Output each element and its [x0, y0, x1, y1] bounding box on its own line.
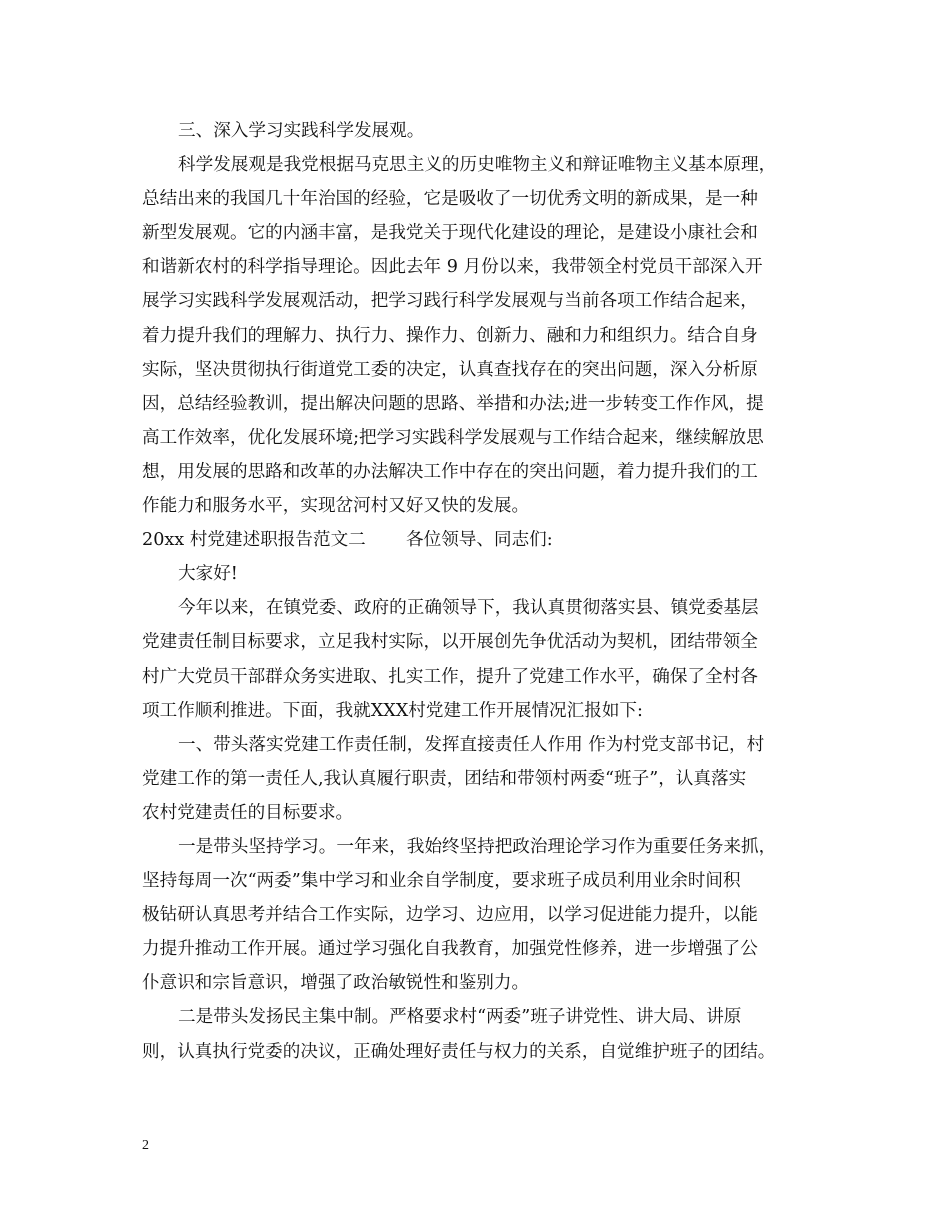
report-title: 20xx 村党建述职报告范文二: [142, 530, 366, 551]
paragraph-line: 力提升推动工作开展。通过学习强化自我教育，加强党性修养，进一步增强了公: [142, 939, 758, 960]
section-heading: 三、深入学习实践科学发展观。: [178, 121, 425, 141]
paragraph-line: 着力提升我们的理解力、执行力、操作力、创新力、融和力和组织力。结合自身: [142, 325, 758, 346]
greeting-line: 大家好!: [178, 564, 238, 585]
paragraph-line: 二是带头发扬民主集中制。严格要求村“两委”班子讲党性、讲大局、讲原: [178, 1007, 742, 1028]
salutation: 各位领导、同志们:: [406, 530, 553, 551]
paragraph-line: 想，用发展的思路和改革的办法解决工作中存在的突出问题，着力提升我们的工: [142, 461, 758, 482]
paragraph-line: 仆意识和宗旨意识，增强了政治敏锐性和鉴别力。: [142, 973, 530, 994]
paragraph-line: 极钻研认真思考并结合工作实际，边学习、边应用，以学习促进能力提升，以能: [142, 905, 758, 926]
document-body: [142, 114, 832, 1069]
page-number: 2: [142, 1138, 149, 1153]
paragraph-line: 坚持每周一次“两委”集中学习和业余自学制度，要求班子成员利用业余时间积: [142, 871, 741, 892]
paragraph-line: 高工作效率，优化发展环境;把学习实践科学发展观与工作结合起来，继续解放思: [142, 427, 764, 448]
paragraph-line: 项工作顺利推进。下面，我就XXX村党建工作开展情况汇报如下:: [142, 700, 643, 721]
paragraph-line: 一、带头落实党建工作责任制，发挥直接责任人作用 作为村党支部书记，村: [178, 734, 765, 755]
paragraph-line: 总结出来的我国几十年治国的经验，它是吸收了一切优秀文明的新成果，是一种: [142, 189, 758, 210]
paragraph-line: 展学习实践科学发展观活动，把学习践行科学发展观与当前各项工作结合起来，: [142, 291, 758, 312]
paragraph-line: 党建责任制目标要求，立足我村实际，以开展创先争优活动为契机，团结带领全: [142, 632, 758, 653]
paragraph-line: 则，认真执行党委的决议，正确处理好责任与权力的关系，自觉维护班子的团结。: [142, 1041, 776, 1062]
paragraph-line: 今年以来，在镇党委、政府的正确领导下，我认真贯彻落实县、镇党委基层: [178, 598, 759, 619]
paragraph-line: 科学发展观是我党根据马克思主义的历史唯物主义和辩证唯物主义基本原理，: [178, 155, 777, 176]
paragraph-line: 和谐新农村的科学指导理论。因此去年 9 月份以来，我带领全村党员干部深入开: [142, 257, 763, 278]
paragraph-line: 因，总结经验教训，提出解决问题的思路、举措和办法;进一步转变工作作风，提: [142, 393, 764, 414]
paragraph-line: 新型发展观。它的内涵丰富，是我党关于现代化建设的理论，是建设小康社会和: [142, 223, 758, 244]
paragraph-line: 实际，坚决贯彻执行街道党工委的决定，认真查找存在的突出问题，深入分析原: [142, 359, 758, 380]
paragraph-line: 村广大党员干部群众务实进取、扎实工作，提升了党建工作水平，确保了全村各: [142, 666, 758, 687]
paragraph-line: 党建工作的第一责任人,我认真履行职责，团结和带领村两委“班子”，认真落实: [142, 768, 747, 789]
paragraph-line: 一是带头坚持学习。一年来，我始终坚持把政治理论学习作为重要任务来抓，: [178, 836, 777, 857]
report-heading-line: [142, 523, 832, 557]
paragraph-line: 作能力和服务水平，实现岔河村又好又快的发展。: [142, 496, 530, 517]
paragraph-line: 农村党建责任的目标要求。: [142, 802, 354, 823]
